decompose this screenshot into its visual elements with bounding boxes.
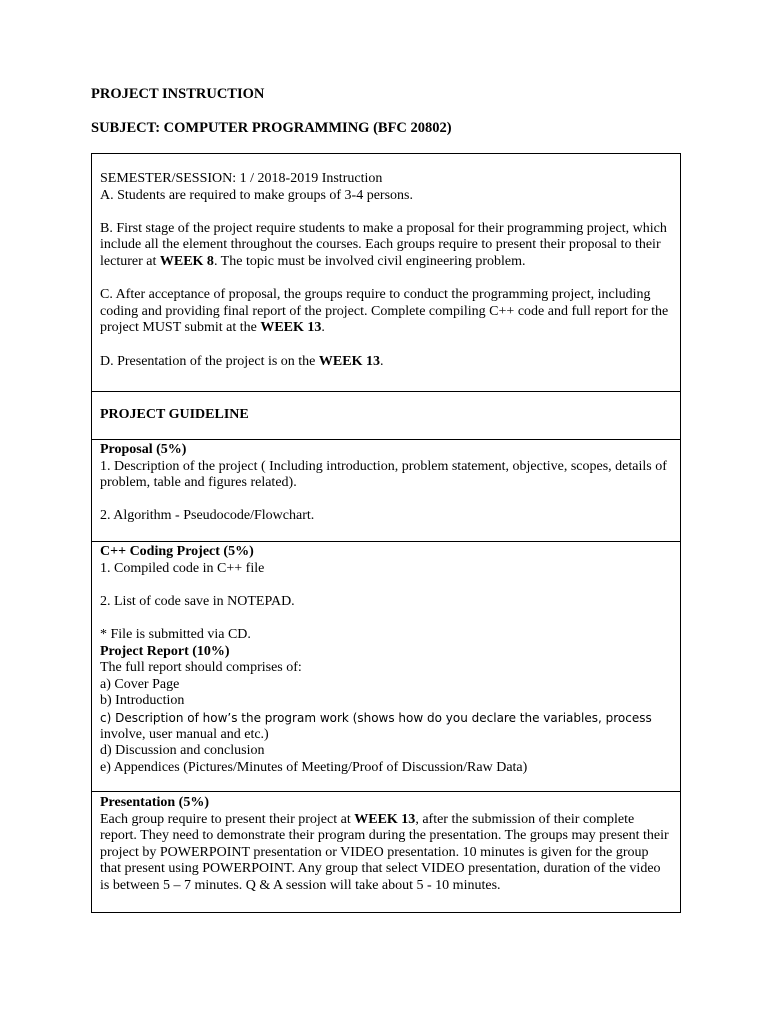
guideline-section	[91, 391, 681, 440]
instruction-b-week: WEEK 8	[159, 253, 214, 269]
coding-item-1: 1. Compiled code in C++ file	[100, 560, 265, 576]
semester-session: SEMESTER/SESSION: 1 / 2018-2019 Instruction	[100, 171, 383, 186]
report-item-c-line-1: c) Description of how’s the program work (shows how do you declare the variables, process	[100, 710, 652, 725]
report-item-b: b) Introduction	[100, 693, 185, 709]
instruction-b-text: B. First stage of the project require students to make a proposal for their programming project, which include all the element throughout the courses. Each groups require to present their proposal to their lecturer at	[100, 220, 667, 269]
instruction-d-text-end: .	[379, 353, 384, 369]
instruction-a: A. Students are required to make groups of 3-4 persons.	[100, 187, 413, 203]
proposal-section	[91, 439, 681, 542]
instruction-c	[100, 287, 672, 337]
guideline-heading: PROJECT GUIDELINE	[100, 407, 249, 422]
presentation-heading: Presentation (5%)	[100, 795, 209, 810]
report-item-c-line-2: involve, user manual and etc.)	[100, 726, 269, 742]
coding-report-section	[91, 541, 681, 792]
instruction-c-text: C. After acceptance of proposal, the groups require to conduct the programming project, including coding and providing final report of the project. Complete compiling C++ code and full report for the project MUST submit at the	[100, 287, 669, 336]
coding-item-2: 2. List of code save in NOTEPAD.	[100, 593, 295, 609]
instruction-d-text: D. Presentation of the project is on the	[100, 353, 319, 369]
report-item-d: d) Discussion and conclusion	[100, 743, 265, 759]
presentation-section	[91, 791, 681, 913]
coding-heading: C++ Coding Project (5%)	[100, 544, 254, 559]
instruction-c-text-end: .	[321, 320, 325, 336]
report-heading: Project Report (10%)	[100, 643, 230, 659]
presentation-week: WEEK 13	[354, 811, 416, 827]
instruction-section	[91, 153, 681, 392]
report-intro: The full report should comprises of:	[100, 660, 302, 676]
report-item-e: e) Appendices (Pictures/Minutes of Meeting/Proof of Discussion/Raw Data)	[100, 759, 528, 775]
coding-note: * File is submitted via CD.	[100, 626, 251, 642]
instruction-d	[100, 354, 672, 371]
instruction-c-week: WEEK 13	[260, 320, 322, 336]
presentation-text-start: Each group require to present their project at	[100, 811, 355, 827]
proposal-item-1: 1. Description of the project ( Including introduction, problem statement, objective, scopes, details of problem, table and figures related).	[100, 458, 667, 491]
instruction-b	[100, 221, 672, 271]
presentation-text-end: , after the submission of their complete report. They need to demonstrate their program during the presentation. The groups may present their project by POWERPOINT presentation or VIDEO presentation. 10 minutes is given for the group that present using POWERPOINT. Any group that select VIDEO presentation, duration of the video is between 5 – 7 minutes. Q & A session will take about 5 - 10 minutes.	[100, 811, 669, 893]
instruction-d-week: WEEK 13	[318, 353, 380, 369]
proposal-heading: Proposal (5%)	[100, 442, 187, 457]
document-title: PROJECT INSTRUCTION	[91, 86, 265, 102]
report-item-a: a) Cover Page	[100, 676, 180, 692]
document-subject: SUBJECT: COMPUTER PROGRAMMING (BFC 20802)	[91, 120, 452, 136]
instruction-b-text-end: . The topic must be involved civil engineering problem.	[213, 253, 526, 269]
presentation-text	[100, 812, 672, 895]
proposal-item-2: 2. Algorithm - Pseudocode/Flowchart.	[100, 508, 315, 524]
